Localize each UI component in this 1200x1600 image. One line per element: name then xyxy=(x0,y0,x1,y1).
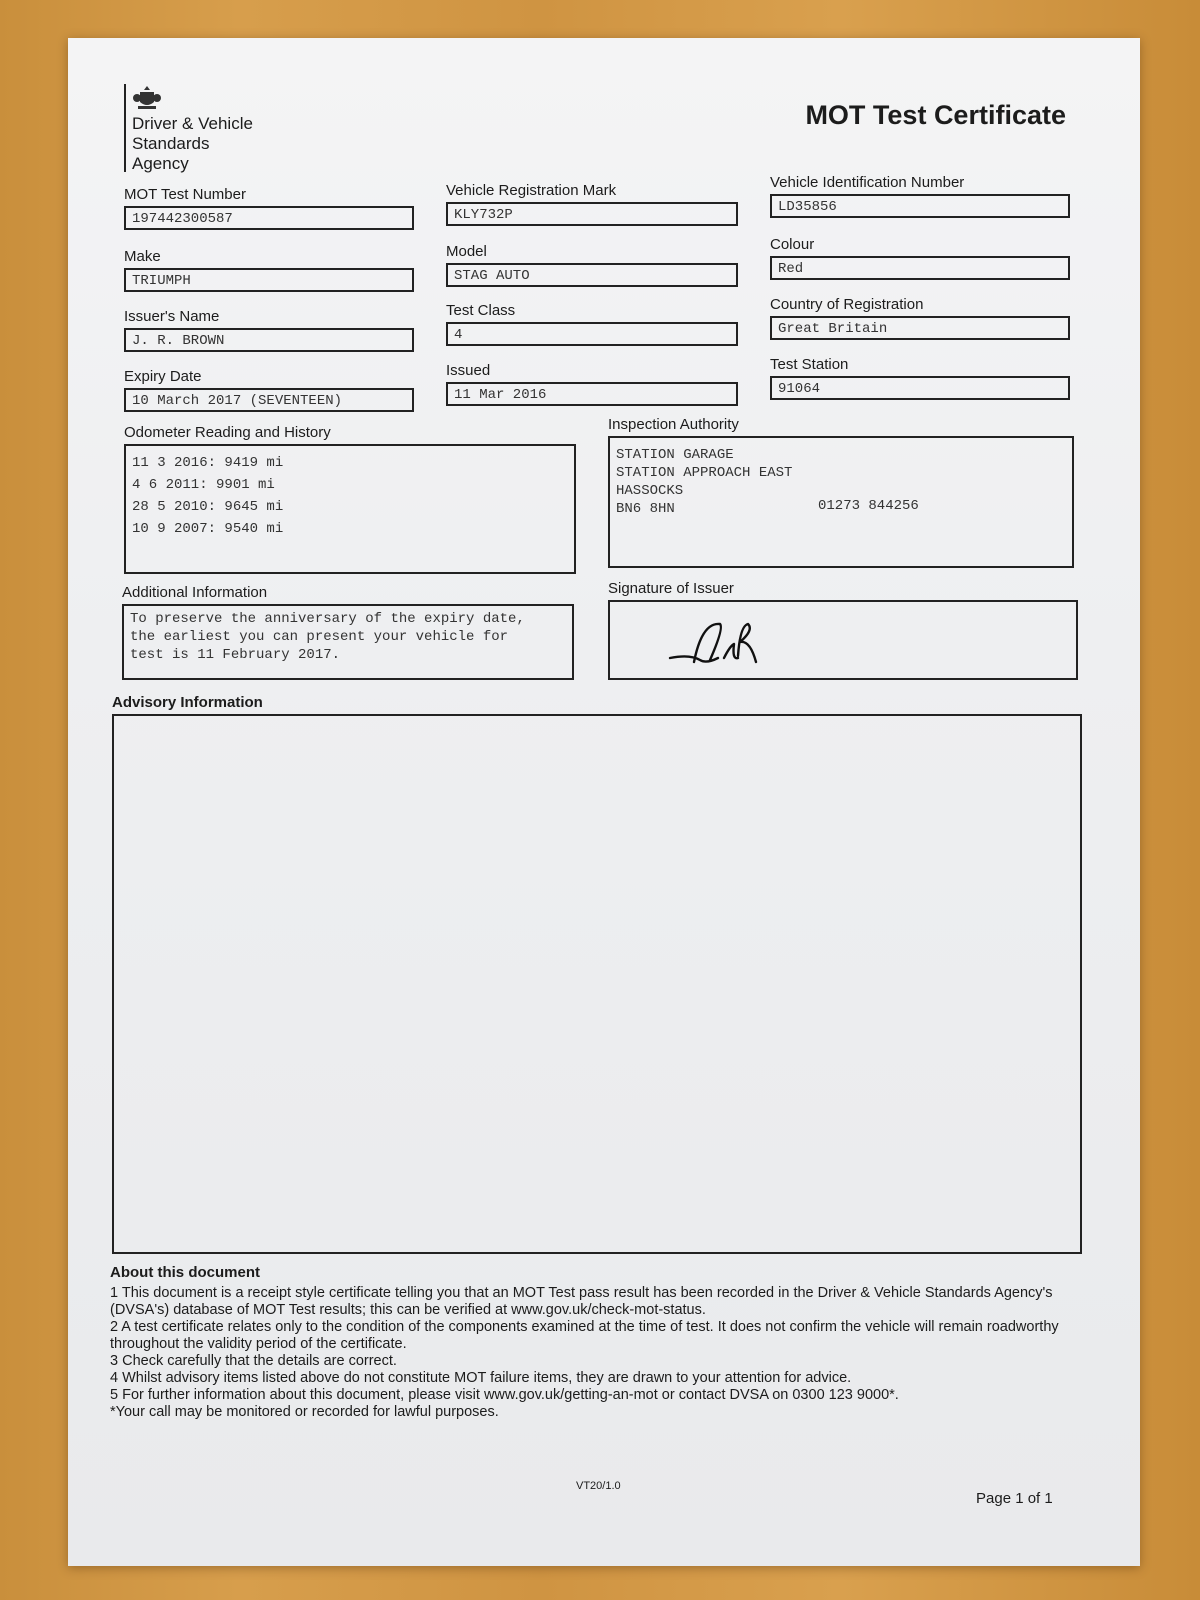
issuer-name-field xyxy=(124,308,414,352)
expiry-date-field xyxy=(124,368,414,412)
mot-test-number-value: 197442300587 xyxy=(124,206,414,230)
expiry-date-label: Expiry Date xyxy=(124,368,202,385)
inspection-authority-label: Inspection Authority xyxy=(608,416,739,433)
colour-field xyxy=(770,236,1070,280)
inspection-authority-box xyxy=(608,436,1074,568)
odometer-box xyxy=(124,444,576,574)
about-item: *Your call may be monitored or recorded for lawful purposes. xyxy=(110,1404,499,1420)
inspection-authority-section xyxy=(608,416,1074,568)
advisory-box xyxy=(112,714,1082,1254)
certificate-paper xyxy=(68,38,1140,1566)
expiry-date-value: 10 March 2017 (SEVENTEEN) xyxy=(124,388,414,412)
logo-divider xyxy=(124,84,126,172)
model-field xyxy=(446,243,738,287)
country-value: Great Britain xyxy=(770,316,1070,340)
country-field xyxy=(770,296,1070,340)
additional-info-section xyxy=(122,584,574,680)
document-title: MOT Test Certificate xyxy=(805,100,1066,130)
model-value: STAG AUTO xyxy=(446,263,738,287)
issued-label: Issued xyxy=(446,362,491,379)
vrm-label: Vehicle Registration Mark xyxy=(446,182,617,199)
colour-value: Red xyxy=(770,256,1070,280)
issuer-name-value: J. R. BROWN xyxy=(124,328,414,352)
odometer-entry: 11 3 2016: 9419 mi xyxy=(132,455,284,471)
advisory-label: Advisory Information xyxy=(112,694,263,711)
handwritten-signature xyxy=(664,608,804,678)
test-station-field xyxy=(770,356,1070,400)
dvsa-logo xyxy=(124,84,284,184)
make-field xyxy=(124,248,414,292)
form-code: VT20/1.0 xyxy=(576,1480,621,1492)
additional-info-label: Additional Information xyxy=(122,584,268,601)
inspection-address-line: BN6 8HN xyxy=(616,501,675,517)
vin-field xyxy=(770,174,1070,218)
make-label: Make xyxy=(124,248,161,265)
make-value: TRIUMPH xyxy=(124,268,414,292)
issued-field xyxy=(446,362,738,406)
test-station-value: 91064 xyxy=(770,376,1070,400)
model-label: Model xyxy=(446,243,487,260)
inspection-address-line: STATION APPROACH EAST xyxy=(616,465,793,481)
signature-label: Signature of Issuer xyxy=(608,580,734,597)
inspection-phone: 01273 844256 xyxy=(818,498,919,514)
odometer-entry: 4 6 2011: 9901 mi xyxy=(132,477,275,493)
about-section xyxy=(110,1264,1090,1421)
odometer-entry: 10 9 2007: 9540 mi xyxy=(132,521,284,537)
inspection-address-line: STATION GARAGE xyxy=(616,447,734,463)
mot-test-number-label: MOT Test Number xyxy=(124,186,246,203)
vrm-value: KLY732P xyxy=(446,202,738,226)
test-class-field xyxy=(446,302,738,346)
odometer-entry: 28 5 2010: 9645 mi xyxy=(132,499,284,515)
odometer-section xyxy=(124,424,576,574)
issuer-name-label: Issuer's Name xyxy=(124,308,220,325)
test-class-label: Test Class xyxy=(446,302,516,319)
signature-box xyxy=(608,600,1078,680)
mot-test-number-field xyxy=(124,186,414,230)
royal-crest-icon xyxy=(132,84,162,112)
about-item: 1 This document is a receipt style certificate telling you that an MOT Test pass result has been recorded in the Driver & Vehicle Standards Agency's (DVSA's) database of MOT Test results; this can be verified at www.gov.uk/check-mot-status. xyxy=(110,1285,1053,1318)
country-label: Country of Registration xyxy=(770,296,924,313)
inspection-address-line: HASSOCKS xyxy=(616,483,684,499)
colour-label: Colour xyxy=(770,236,815,253)
about-item: 5 For further information about this document, please visit www.gov.uk/getting-an-mot or contact DVSA on 0300 123 9000*. xyxy=(110,1387,899,1403)
odometer-label: Odometer Reading and History xyxy=(124,424,331,441)
about-item: 2 A test certificate relates only to the condition of the components examined at the time of test. It does not confirm the vehicle will remain roadworthy throughout the validity period of the certificate. xyxy=(110,1319,1059,1352)
test-station-label: Test Station xyxy=(770,356,849,373)
about-heading: About this document xyxy=(110,1264,260,1281)
signature-section xyxy=(608,580,1078,680)
about-item: 4 Whilst advisory items listed above do not constitute MOT failure items, they are drawn to your attention for advice. xyxy=(110,1370,852,1386)
vin-label: Vehicle Identification Number xyxy=(770,174,965,191)
vrm-field xyxy=(446,182,738,226)
advisory-section xyxy=(112,694,1082,1254)
additional-info-box: To preserve the anniversary of the expiry date, the earliest you can present your vehicle for test is 11 February 2017. xyxy=(122,604,574,680)
vin-value: LD35856 xyxy=(770,194,1070,218)
test-class-value: 4 xyxy=(446,322,738,346)
agency-name: Driver & Vehicle Standards Agency xyxy=(132,114,253,173)
issued-value: 11 Mar 2016 xyxy=(446,382,738,406)
page-number: Page 1 of 1 xyxy=(976,1490,1053,1507)
about-item: 3 Check carefully that the details are correct. xyxy=(110,1353,397,1369)
